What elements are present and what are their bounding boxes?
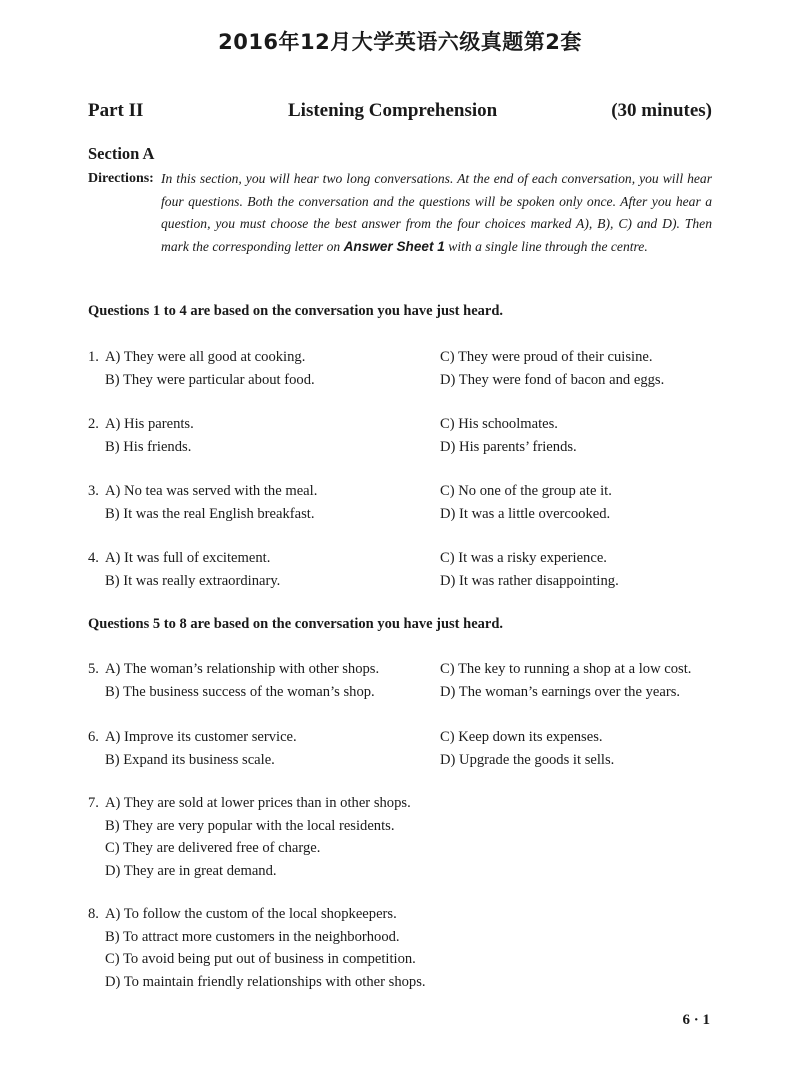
directions-text-part-1: In this section, you will hear two long conversations. At the end of each conversation, you will hear four questions. Both the conversation and the questions will be spoken only once. After you hear a question, you must choose the best answer from the four choices marked A), B), C) and D). Then mark the corresponding letter on — [161, 171, 712, 254]
answer-sheet-label: Answer Sheet 1 — [343, 238, 445, 254]
option-b: B) Expand its business scale. — [105, 751, 275, 768]
question-7 — [88, 792, 718, 882]
option-a: A) No tea was served with the meal. — [105, 483, 318, 499]
group-heading-1: Questions 1 to 4 are based on the conversation you have just heard. — [88, 303, 504, 319]
option-c: C) No one of the group ate it. — [440, 483, 612, 499]
option-b: B) It was the real English breakfast. — [105, 505, 315, 522]
page-number: 6 · 1 — [682, 1012, 710, 1028]
question-number: 2. — [88, 416, 99, 432]
option-d: D) To maintain friendly relationships with other shops. — [105, 973, 426, 990]
option-c: C) They are delivered free of charge. — [105, 840, 321, 856]
option-d: D) Upgrade the goods it sells. — [440, 751, 615, 768]
page-title: 2016年12月大学英语六级真题第2套 — [218, 30, 582, 54]
option-a: A) It was full of excitement. — [105, 550, 271, 566]
question-1 — [88, 346, 718, 391]
option-c: C) The key to running a shop at a low cost. — [440, 661, 692, 677]
option-d: D) They are in great demand. — [105, 862, 277, 879]
directions-text-part-2: with a single line through the centre. — [444, 238, 648, 254]
option-a: A) They are sold at lower prices than in other shops. — [105, 795, 411, 811]
option-c: C) To avoid being put out of business in competition. — [105, 951, 416, 967]
question-4 — [88, 547, 718, 592]
part-label: Part II — [88, 100, 144, 121]
option-b: B) It was really extraordinary. — [105, 572, 281, 589]
question-number: 3. — [88, 483, 99, 499]
directions-text — [161, 168, 712, 258]
question-number: 4. — [88, 550, 99, 566]
option-b: B) They were particular about food. — [105, 371, 315, 388]
option-a: A) They were all good at cooking. — [105, 349, 306, 365]
option-a: A) The woman’s relationship with other shops. — [105, 661, 380, 677]
part-time: (30 minutes) — [611, 100, 712, 121]
question-2 — [88, 413, 718, 458]
option-c: C) His schoolmates. — [440, 416, 558, 432]
option-b: B) The business success of the woman’s shop. — [105, 683, 375, 700]
directions-label: Directions: — [88, 171, 154, 186]
option-d: D) It was a little overcooked. — [440, 505, 611, 522]
option-c: C) It was a risky experience. — [440, 550, 607, 566]
question-number: 6. — [88, 729, 99, 745]
question-number: 8. — [88, 906, 99, 922]
question-3 — [88, 480, 718, 525]
part-header — [88, 100, 712, 128]
question-6 — [88, 726, 718, 771]
group-heading-2: Questions 5 to 8 are based on the conversation you have just heard. — [88, 616, 504, 632]
option-d: D) They were fond of bacon and eggs. — [440, 371, 665, 388]
option-d: D) His parents’ friends. — [440, 438, 577, 455]
section-title: Section A — [88, 144, 155, 163]
option-b: B) They are very popular with the local residents. — [105, 817, 395, 834]
option-a: A) To follow the custom of the local shopkeepers. — [105, 906, 397, 922]
question-5 — [88, 658, 718, 703]
question-number: 5. — [88, 661, 99, 677]
option-a: A) Improve its customer service. — [105, 729, 297, 745]
option-a: A) His parents. — [105, 416, 194, 432]
option-d: D) It was rather disappointing. — [440, 572, 619, 589]
question-8 — [88, 903, 718, 993]
question-number: 1. — [88, 349, 99, 365]
option-b: B) His friends. — [105, 438, 192, 455]
directions — [88, 168, 712, 258]
question-number: 7. — [88, 795, 99, 811]
option-d: D) The woman’s earnings over the years. — [440, 683, 681, 700]
option-b: B) To attract more customers in the neighborhood. — [105, 928, 400, 945]
option-c: C) They were proud of their cuisine. — [440, 349, 653, 365]
option-c: C) Keep down its expenses. — [440, 729, 603, 745]
part-name: Listening Comprehension — [288, 100, 498, 121]
